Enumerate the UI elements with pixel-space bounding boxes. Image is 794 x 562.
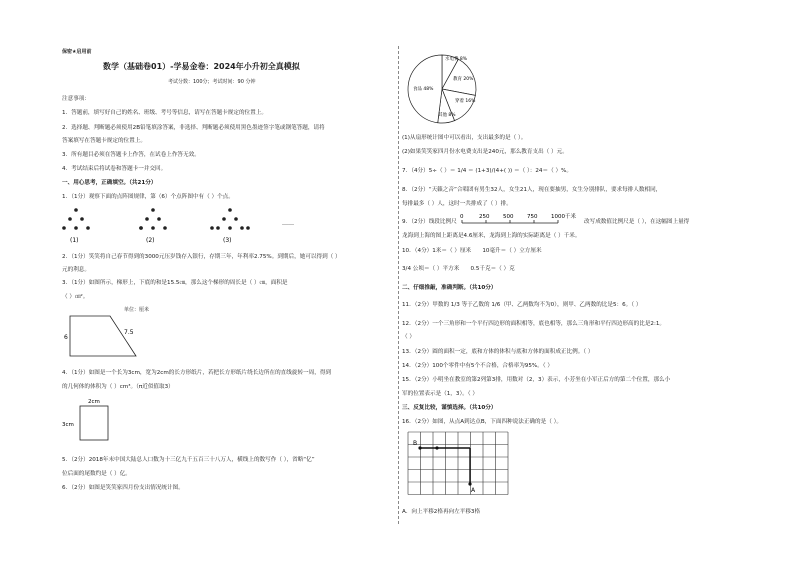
- question-4-line2: 的几何体的体积为（ ）cm³。（π近似值取3）: [62, 384, 174, 390]
- section-1-heading: 一、用心思考，正确填空。（共21分）: [62, 180, 157, 186]
- question-3-line1: 3．（1分）如图所示，梯形上，下底的和是15.5㎝，那么这个梯形的周长是（ ）㎝，面积是: [62, 280, 288, 286]
- question-9-line2: 龙海到上海的图上距离是4.6厘米，龙海到上海的实际距离是（ ）千米。: [402, 233, 581, 239]
- question-6-sub-2: (2)如果笑笑家四月份水电费支出是240元，那么教育支出（ ）元。: [402, 149, 568, 155]
- unit-label: 单位：厘米: [124, 307, 150, 313]
- trapezoid-side-left: 6: [64, 334, 68, 341]
- note-item: 3．所有题目必须在答题卡上作答，在试卷上作答无效。: [62, 152, 200, 158]
- pie-label-other: 其他 8%: [438, 113, 456, 118]
- pie-label-clothing: 穿着 16%: [455, 99, 476, 104]
- pie-label-education: 教育 20%: [453, 77, 474, 82]
- section-2-heading: 二、仔细推敲，准确判断。（共10分）: [402, 285, 497, 291]
- note-item: 2．选择题、判断题必须使用2B铅笔填涂答案，非选择、判断题必须使用黑色墨迹签字笔或钢笔答题，请将: [62, 125, 325, 131]
- point-b-label: B: [413, 440, 418, 447]
- secret-label: 保密★启用前: [62, 49, 92, 55]
- trapezoid-side-right: 7.5: [124, 329, 134, 336]
- question-3-line2: （ ）㎝²。: [62, 294, 89, 300]
- trapezoid-figure: [62, 312, 142, 362]
- section-3-heading: 三、反复比较，谨慎选择。（共10分）: [402, 405, 497, 411]
- question-7: 7．（4分）5÷（ ）＝ 1/4 ＝ (1+3)/(4+( )) ＝（ ）：24＝（ ）%。: [402, 168, 572, 174]
- question-6: 6．（2分）如图是笑笑家四月份支出情况统计图。: [62, 485, 184, 491]
- question-12-paren: （ ）: [402, 334, 415, 340]
- question-8-line2: 每排最多（ ）人，这时一共排成了（ ）排。: [402, 201, 512, 207]
- question-9-suffix: 改写成数值比例尺是（ ），在这幅图上量得: [584, 219, 690, 225]
- page-title: 数学（基础卷01）-学易金卷：2024年小升初全真模拟: [103, 62, 300, 71]
- question-1: 1．（1分）观察下面的点阵图规律，第（6）个点阵图中有（ ）个点。: [62, 194, 234, 200]
- question-13: 13．（2分）圆的面积一定，底和方体的体积与底和方体的面积成正比例。（ ）: [402, 349, 594, 355]
- question-2-line1: 2．（1分）笑笑将自己春节得到的3000元压岁钱存入银行，存期三年，年利率2.75%。到期后，她可以得到（ ）: [62, 254, 341, 260]
- question-15-line2: 军的位置表示是（1，3）。（ ）: [402, 391, 479, 397]
- pattern-label-1: (1): [70, 237, 79, 244]
- question-10-line1: 10．（4分）1米＝（ ）厘米 10毫升＝（ ）立方厘米: [402, 248, 542, 254]
- notes-heading: 注意事项：: [62, 96, 90, 102]
- question-2-line2: 元的利息。: [62, 267, 90, 273]
- scale-tick-750: 750: [527, 214, 538, 220]
- scale-tick-1000: 1000千米: [551, 214, 576, 220]
- question-15-line1: 15．（2分）小明坐在教室的第2列第3排，用数对（2，3）表示，小芳坐在小军正后方的第二个位置，那么小: [402, 377, 671, 383]
- pattern-ellipsis: ……: [282, 220, 294, 227]
- question-14: 14．（2分）100个零件中有5个不合格，合格率为95%。（ ）: [402, 363, 553, 369]
- rectangle-width-label: 2cm: [88, 399, 100, 405]
- note-item: 4．考试结束后将试卷和答题卡一并交回。: [62, 166, 167, 172]
- question-16-option-a: A．向上平移2格再向左平移3格: [402, 509, 481, 515]
- rectangle-figure: [62, 396, 122, 446]
- dot-pattern-2: [139, 208, 167, 230]
- question-9-prefix: 9．（2分）线段比例尺: [402, 219, 457, 225]
- scale-tick-250: 250: [479, 214, 490, 220]
- scale-tick-500: 500: [503, 214, 514, 220]
- question-16: 16．（2分）如图，从点A到达点B，下面四种说法正确的是（ ）。: [402, 419, 562, 425]
- question-4-line1: 4．（1分）如图是一个长为3cm，宽为2cm的长方形纸片，若把长方形纸片绕长边所在的直线旋转一周，得到: [62, 370, 332, 376]
- question-5-line2: 位后面的尾数约是（ ）亿。: [62, 471, 131, 477]
- scale-tick-0: 0: [460, 214, 464, 220]
- question-12: 12．（2分）一个三角形和一个平行四边形的面积相等，底也相等，那么三角形和平行四边形高的比是2:1。: [402, 321, 666, 327]
- grid-figure: [404, 428, 514, 500]
- question-10-line2: 3/4 公顷＝（ ）平方米 0.5千克＝（ ）克: [402, 266, 515, 272]
- note-item: 答案填写在答题卡规定的位置上。: [62, 138, 146, 144]
- note-item: 1．答题前，填写好自己的姓名、班级、考号等信息，请写在答题卡规定的位置上。: [62, 110, 267, 116]
- pattern-label-3: (3): [223, 237, 232, 244]
- question-11: 11．（2分）甲数的 1/3 等于乙数的 1/6（甲、乙两数均不为0），则甲、乙两数的比是5：6。（ ）: [402, 302, 642, 308]
- pie-label-food: 食品 48%: [413, 87, 434, 92]
- dot-pattern-3: [210, 208, 250, 230]
- point-a-label: A: [471, 487, 476, 494]
- rectangle-height-label: 3cm: [62, 422, 74, 428]
- scale-bar: [458, 211, 583, 227]
- pie-label-water-electricity: 水电费 8%: [445, 57, 468, 62]
- dot-pattern-1: [62, 208, 90, 230]
- question-8-line1: 8．（2分）“天籁之音”合唱团有男生32人，女生21人，现在要抽男，女生分别排队，要求每排人数相同，: [402, 187, 662, 193]
- column-divider: [398, 46, 399, 524]
- dot-pattern-figure: [60, 205, 310, 247]
- pattern-label-2: (2): [146, 237, 155, 244]
- question-5-line1: 5．（2分）2018年末中国大陆总人口数为十三亿九千五百三十八万人，横线上的数写作（ ），省略“亿”: [62, 457, 315, 463]
- exam-meta: 考试分数：100分；考试时间：90 分钟: [168, 79, 256, 85]
- pie-chart: [405, 50, 485, 128]
- question-6-sub-1: (1)从扇形统计图中可以看出，支出最多的是（ ）。: [402, 135, 527, 141]
